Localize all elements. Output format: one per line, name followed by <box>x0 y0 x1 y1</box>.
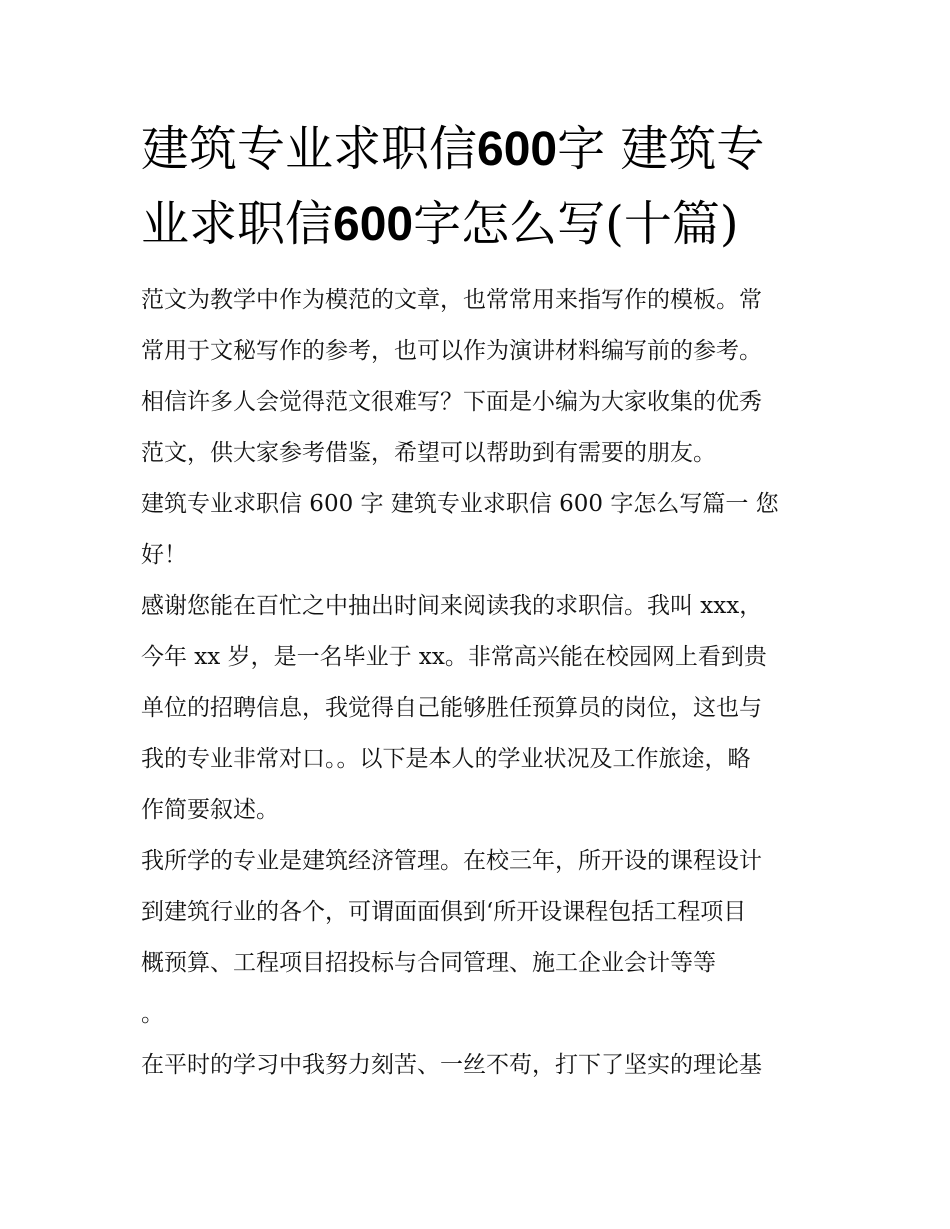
title-part: 建筑专业求职信 <box>141 121 478 177</box>
paragraph-study: 在平时的学习中我努力刻苦、一丝不苟，打下了坚实的理论基 <box>141 1052 762 1078</box>
title-number: 600 <box>477 123 558 176</box>
title-number: 600 <box>333 198 414 251</box>
title-part: 业求职信 <box>141 196 334 252</box>
paragraph-self-introduction: 感谢您能在百忙之中抽出时间来阅读我的求职信。我叫 xxx， 今年 xx 岁，是一名毕业于 xx。非常高兴能在校园网上看到贵 单位的招聘信息，我觉得自己能够胜任预算员的岗位，这也与 我的专业非常对口。。以下是本人的学业状况及工作旅途，略 作简要叙述。 <box>141 593 767 823</box>
paragraph-heading-greeting: 建筑专业求职信 600 字 建筑专业求职信 600 字怎么写篇一 您 好！ <box>141 491 779 568</box>
paragraph-major: 我所学的专业是建筑经济管理。在校三年，所开设的课程设计 到建筑行业的各个，可谓面面俱到‘所开设课程包括工程项目 概预算、工程项目招投标与合同管理、施工企业会计等等 。 <box>141 848 762 1027</box>
paragraph-intro: 范文为教学中作为模范的文章，也常常用来指写作的模板。常 常用于文秘写作的参考，也可以作为演讲材料编写前的参考。 相信许多人会觉得范文很难写？下面是小编为大家收集的优秀 范文，供大家参考借鉴，希望可以帮助到有需要的朋友。 <box>141 287 762 466</box>
title-part: 字 建筑专 <box>557 121 765 177</box>
title-part: 字怎么写(十篇) <box>413 196 739 252</box>
document-title <box>141 112 821 262</box>
